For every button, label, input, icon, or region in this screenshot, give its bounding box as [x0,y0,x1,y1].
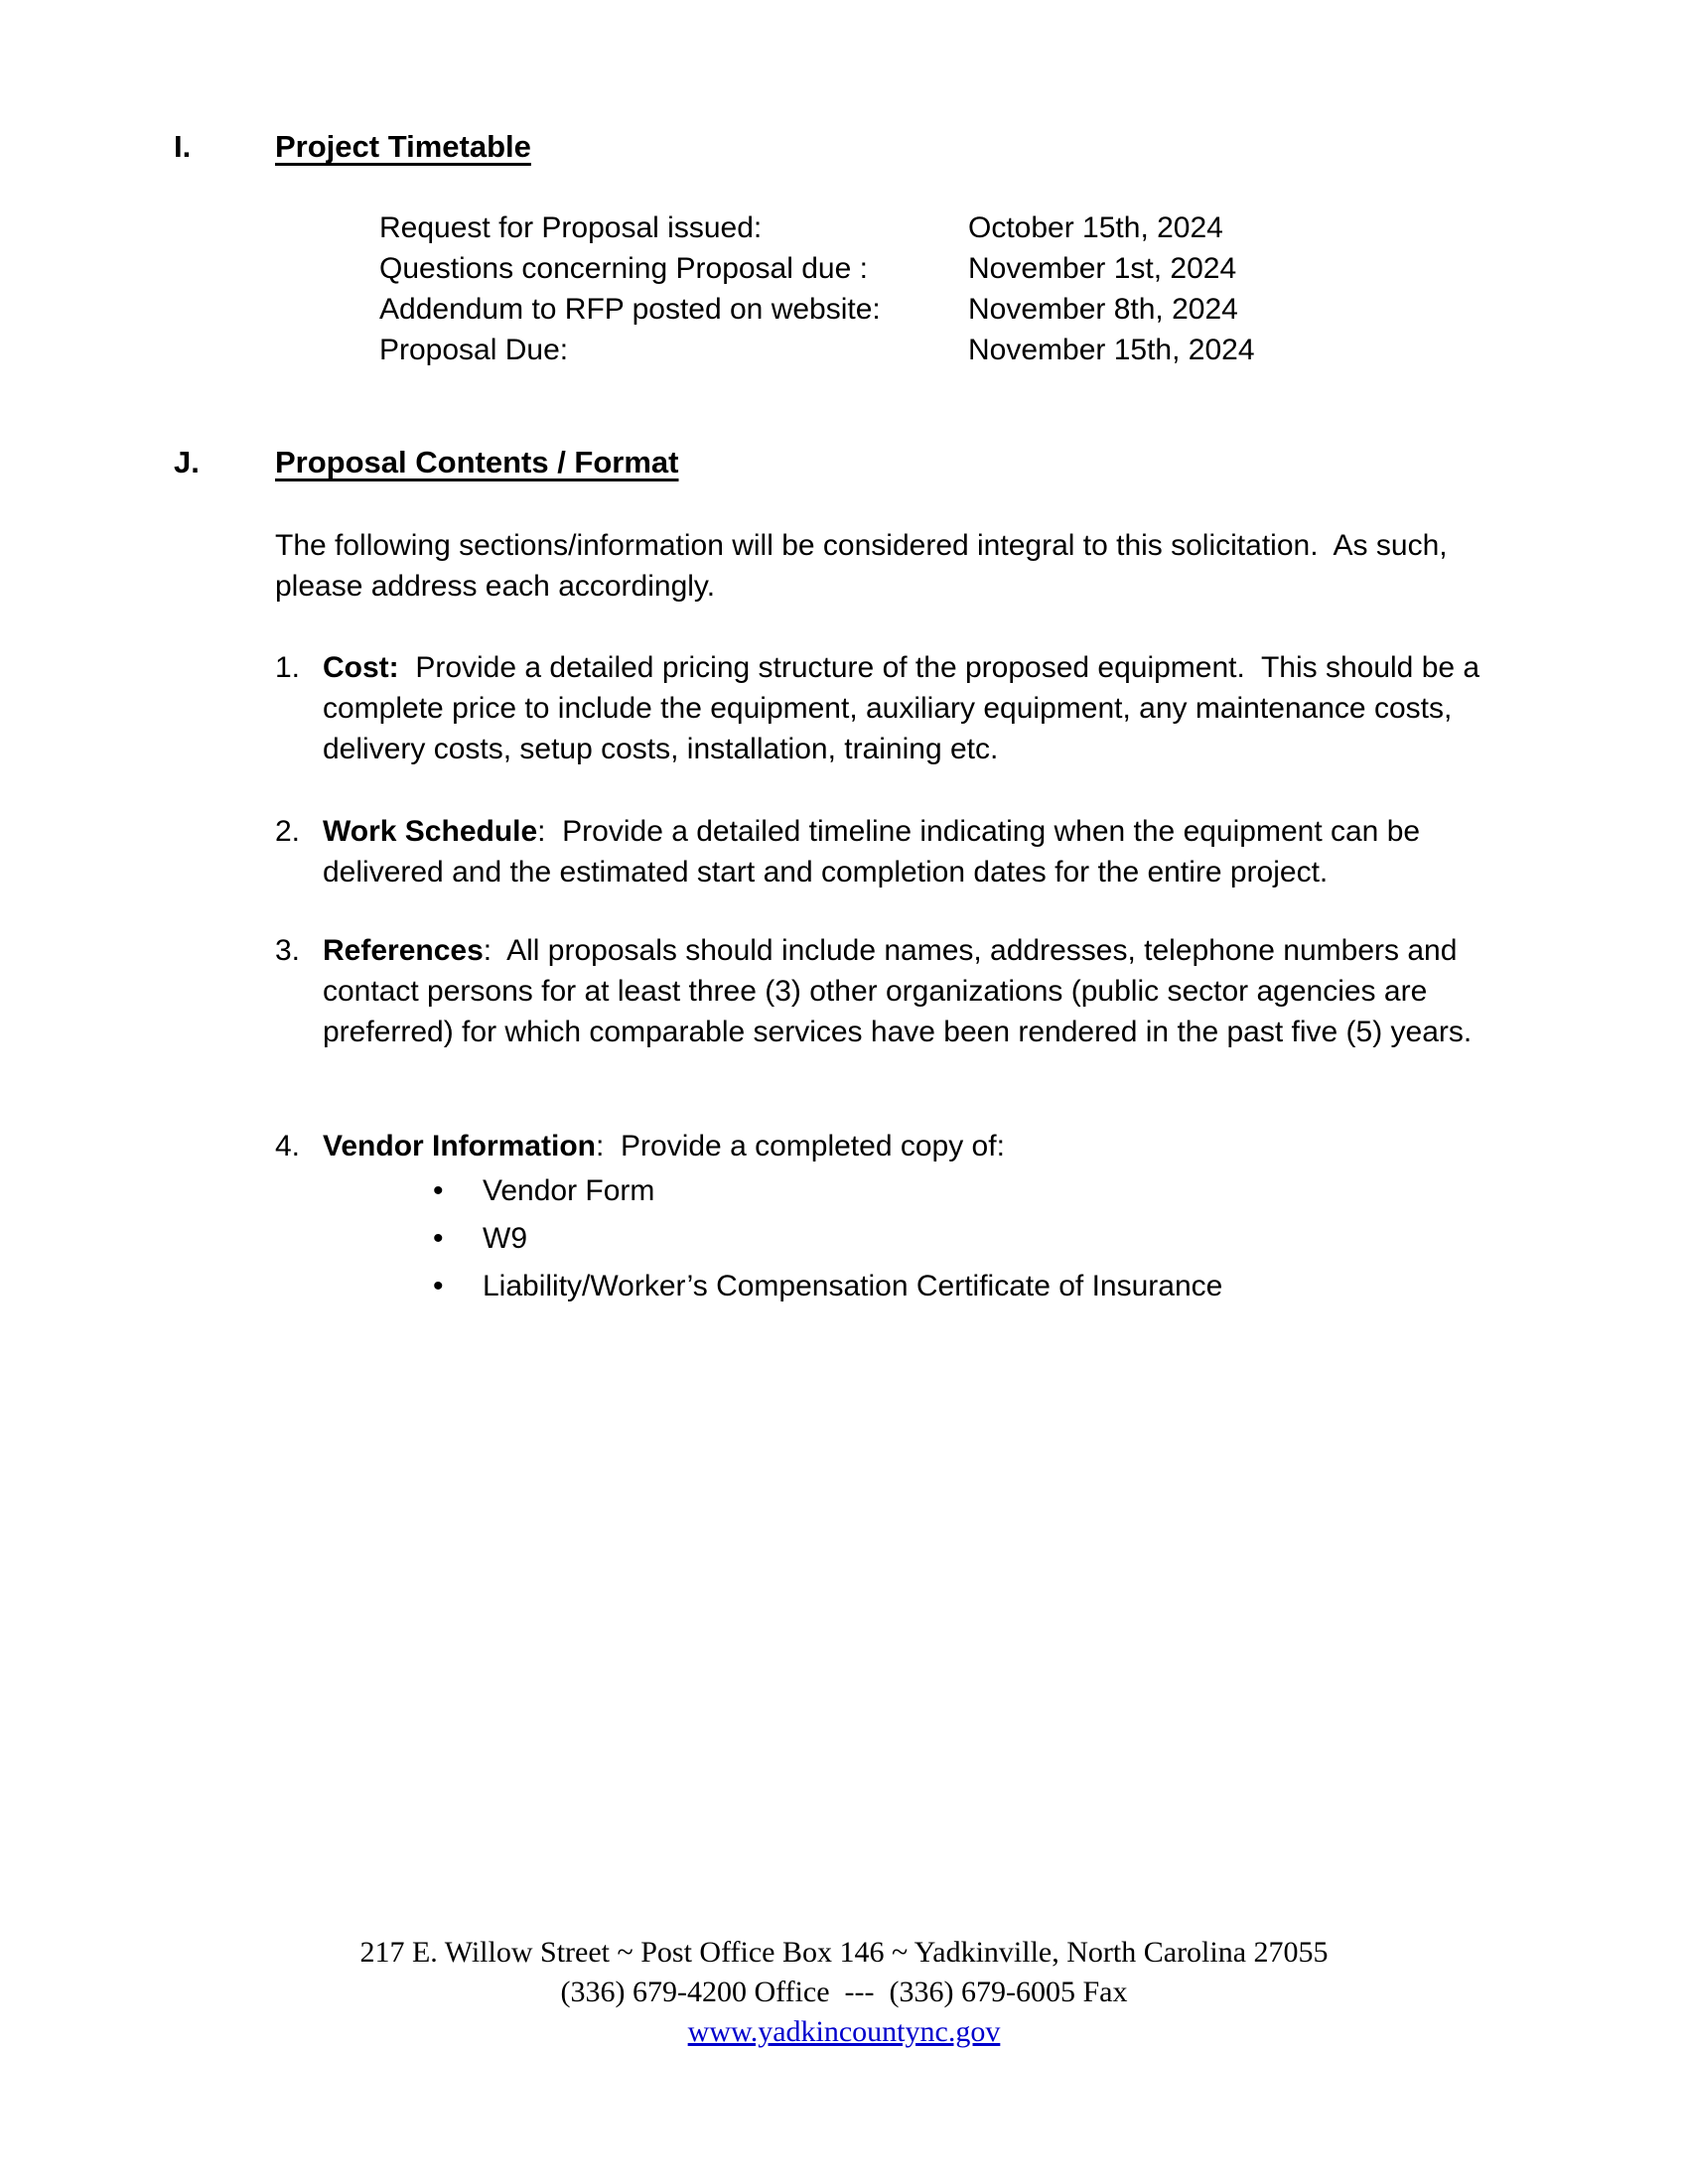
bullet-icon: • [433,1222,444,1255]
list-item-line: complete price to include the equipment, auxiliary equipment, any maintenance costs, [323,692,1453,725]
list-item-number: 2. [275,815,301,848]
page-footer [0,1933,1688,2052]
list-item-text: : Provide a completed copy of: [596,1130,1005,1162]
bullet-text: W9 [483,1222,527,1255]
bullet-text: Liability/Worker’s Compensation Certificate of Insurance [483,1270,1223,1302]
section-heading-project-timetable [174,125,1688,169]
list-item-number: 3. [275,934,301,967]
list-item-label: Work Schedule [323,815,538,848]
list-item-number: 1. [275,651,301,684]
timetable-date: October 15th, 2024 [968,211,1223,244]
list-item-vendor-information [174,1126,1688,1306]
bullet-item [323,1266,1222,1306]
list-item-text: : Provide a detailed timeline indicating when the equipment can be [537,815,1421,848]
project-timetable-list [379,207,1688,370]
footer-website-link[interactable]: www.yadkincountync.gov [687,2015,1001,2048]
timetable-row [379,330,1688,370]
timetable-label: Proposal Due: [379,334,569,366]
list-item-cost [174,647,1688,769]
list-item-first-line [323,811,1420,852]
timetable-label: Addendum to RFP posted on website: [379,293,881,326]
timetable-date: November 15th, 2024 [968,334,1255,366]
list-item-number: 4. [275,1130,301,1162]
footer-phone-fax: (336) 679-4200 Office --- (336) 679-6005 Fax [560,1976,1128,2008]
intro-line: The following sections/information will be considered integral to this solicitation. As such, [275,529,1448,562]
timetable-label: Request for Proposal issued: [379,211,763,244]
list-item-body [323,811,1420,892]
section-letter: I. [174,129,192,164]
list-item-references [174,930,1688,1052]
list-item-body [323,647,1479,769]
list-item-text: Provide a detailed pricing structure of the proposed equipment. This should be a [398,651,1480,684]
timetable-row [379,248,1688,289]
timetable-date: November 8th, 2024 [968,293,1238,326]
list-item-text: : All proposals should include names, addresses, telephone numbers and [483,934,1458,967]
list-item-line: preferred) for which comparable services have been rendered in the past five (5) years. [323,1016,1473,1048]
footer-website-line [0,2012,1688,2052]
list-item-first-line [323,930,1472,971]
list-item-first-line [323,647,1479,688]
list-item-line: delivered and the estimated start and completion dates for the entire project. [323,856,1329,888]
list-item-work-schedule [174,811,1688,892]
proposal-contents-list [174,647,1688,1306]
list-item-first-line [323,1126,1222,1166]
bullet-item [323,1170,1222,1211]
bullet-icon: • [433,1270,444,1302]
bullet-text: Vendor Form [483,1174,655,1207]
list-item-label: Cost: [323,651,399,684]
intro-paragraph [275,525,1688,607]
section-title: Proposal Contents / Format [275,445,679,479]
list-item-label: References [323,934,484,967]
timetable-label: Questions concerning Proposal due : [379,252,868,285]
list-item-body [323,930,1472,1052]
vendor-bullet-list [323,1170,1222,1306]
timetable-date: November 1st, 2024 [968,252,1237,285]
timetable-row [379,289,1688,330]
list-item-line: delivery costs, setup costs, installation, training etc. [323,733,999,765]
bullet-icon: • [433,1174,444,1207]
section-letter: J. [174,445,200,479]
list-item-body [323,1126,1222,1306]
bullet-item [323,1218,1222,1259]
section-title: Project Timetable [275,129,531,164]
section-heading-proposal-contents [174,441,1688,484]
timetable-row [379,207,1688,248]
list-item-label: Vendor Information [323,1130,597,1162]
footer-address: 217 E. Willow Street ~ Post Office Box 146 ~ Yadkinville, North Carolina 27055 [359,1936,1329,1969]
intro-line: please address each accordingly. [275,570,716,603]
list-item-line: contact persons for at least three (3) other organizations (public sector agencies are [323,975,1428,1008]
